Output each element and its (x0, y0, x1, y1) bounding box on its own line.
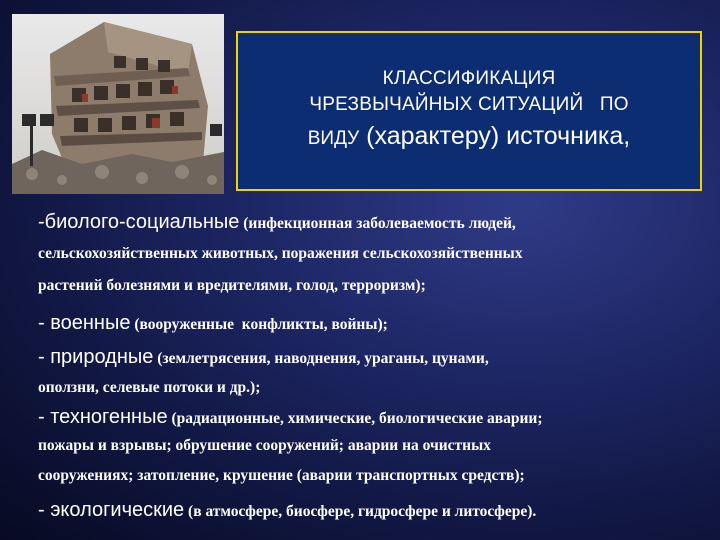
title-box (236, 31, 702, 191)
collapsed-building-photo (12, 14, 224, 194)
item-text: (инфекционная заболеваемость людей, (239, 215, 516, 232)
item-keyword: природные (50, 346, 154, 368)
list-item-technogenic-cont: сооружениях; затопление, крушение (аварии транспортных средств); (38, 467, 525, 484)
list-item-biosocial-cont: растений болезнями и вредителями, голод, терроризм); (38, 277, 426, 294)
list-item-biosocial (38, 208, 516, 236)
item-prefix: - (38, 211, 45, 233)
item-prefix: - (38, 312, 51, 334)
list-item-natural-cont: оползни, селевые потоки и др.); (38, 379, 261, 396)
item-text: (землетрясения, наводнения, ураганы, цунами, (153, 350, 489, 367)
title-line-3 (308, 118, 631, 157)
list-item-natural (38, 343, 489, 371)
item-prefix: - (38, 346, 51, 368)
list-item-technogenic-cont: пожары и взрывы; обрушение сооружений; аварии на очистных (38, 437, 491, 454)
item-text: (вооруженные конфликты, войны); (130, 316, 388, 333)
item-text: (радиационные, химические, биологические аварии; (167, 410, 543, 427)
item-keyword: военные (50, 312, 131, 334)
item-keyword: биолого-социальные (44, 211, 240, 233)
list-item-military (38, 309, 388, 337)
list-item-ecological (38, 496, 536, 524)
list-item-technogenic (38, 403, 543, 431)
item-keyword: экологические (50, 499, 185, 521)
title-line-3-small: ВИДУ (307, 127, 360, 149)
item-prefix: - (38, 406, 51, 428)
title-line-2: ЧРЕЗВЫЧАЙНЫХ СИТУАЦИЙ ПО (309, 93, 629, 115)
title-line-3-big: (характеру) источника, (359, 121, 631, 150)
list-item-biosocial-cont: сельскохозяйственных животных, поражения сельскохозяйственных (38, 245, 523, 262)
item-prefix: - (38, 499, 51, 521)
item-keyword: техногенные (50, 406, 168, 428)
title-line-1: КЛАССИФИКАЦИЯ (382, 67, 556, 89)
item-text: (в атмосфере, биосфере, гидросфере и литосфере). (184, 503, 537, 520)
